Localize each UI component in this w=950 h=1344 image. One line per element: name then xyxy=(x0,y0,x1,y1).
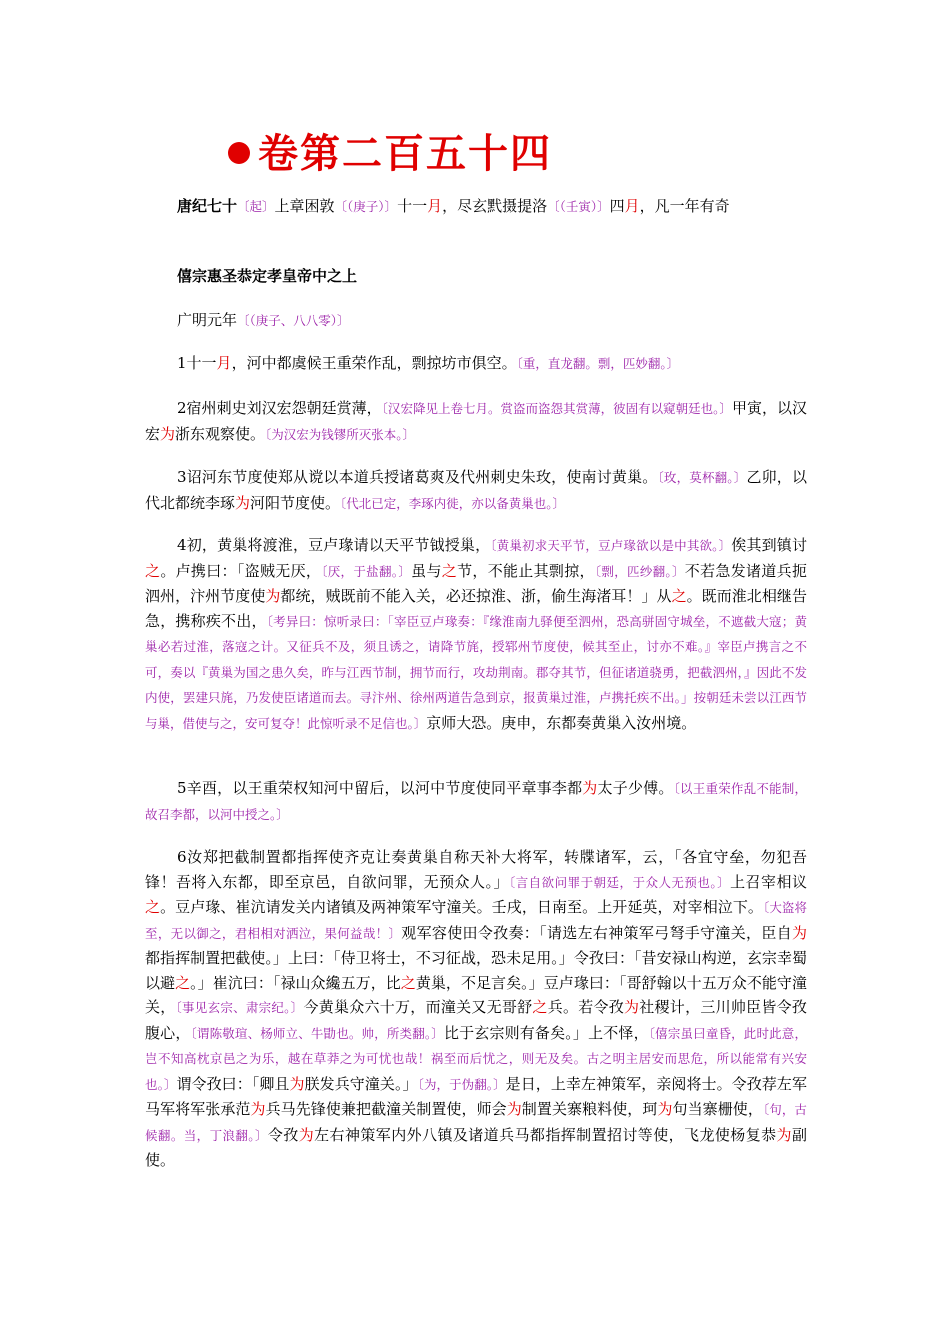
paragraph-2: 2宿州刺史刘汉宏怨朝廷赏薄，〔汉宏降见上卷七月。赏盗而盗怨其赏薄，彼固有以窥朝廷也。〕甲寅，以汉宏为浙东观察使。〔为汉宏为钱镠所灭张本。〕 xyxy=(145,399,807,443)
year-line: 广明元年〔（庚子、八八零）〕 xyxy=(177,311,350,329)
paragraph-6: 6汝郑把截制置都指挥使齐克让奏黄巢自称天补大将军，转牒诸军，云，「各宜守垒，勿犯吾锋！吾将入东都，即至京邑，自欲问罪，无预众人。」〔言自欲问罪于朝廷，于众人无预也。〕上召宰相议之。豆卢瑑、崔沆请发关内诸镇及两神策军守潼关。壬戌，日南至。上开延英，对宰相泣下。〔大盗将至，无以御之，君相相对洒泣，果何益哉！〕观军容使田令孜奏：「请选左右神策军弓弩手守潼关，臣自为都指挥制置把截使。」上曰：「侍卫将士，不习征战，恐未足用。」令孜曰：「昔安禄山构逆，玄宗幸蜀以避之。」崔沆曰：「禄山众纔五万，比之黄巢，不足言矣。」豆卢瑑曰：「哥舒翰以十五万众不能守潼关，〔事见玄宗、肃宗纪。〕今黄巢众六十万，而潼关又无哥舒之兵。若令孜为社稷计，三川帅臣皆令孜腹心，〔谓陈敬瑄、杨师立、牛勖也。帅，所类翻。〕比于玄宗则有备矣。」上不怿，〔僖宗虽曰童昏，此时此意，岂不知高枕京邑之为乐，越在草莽之为可忧也哉！祸至而后忧之，则无及矣。古之明主居安而思危，所以能常有兴安也。〕谓令孜曰：「卿且为朕发兵守潼关。」〔为，于伪翻。〕是日，上幸左神策军，亲阅将士。令孜荐左军马军将军张承范为兵马先锋使兼把截潼关制置使，师会为制置关寨粮料使，珂为句当寨栅使，〔句，古候翻。当，丁浪翻。〕令孜为左右神策军内外八镇及诸道兵马都指挥制置招讨等使，飞龙使杨复恭为副使。 xyxy=(145,848,807,1169)
paragraph-4: 4初，黄巢将渡淮，豆卢瑑请以天平节钺授巢，〔黄巢初求天平节，豆卢瑑欲以是中其欲。〕俟其到镇讨之。卢携曰：「盗贼无厌，〔厌，于盐翻。〕虽与之节，不能止其剽掠，〔剽，匹纱翻。〕不若急发诸道兵扼泗州，汴州节度使为都统，贼既前不能入关，必还掠淮、浙，偷生海渚耳！」从之。既而淮北相继告急，携称疾不出，〔考异曰：惊听录曰：「宰臣豆卢瑑奏：『缘淮南九驿便至泗州，恐高骈固守城垒，不遮截大寇；黄巢必若过淮，落寇之计。又征兵不及，须且诱之，请降节旄，授郓州节度使，候其至止，讨亦不难。』宰臣卢携言之不可，奏以『黄巢为国之患久矣，昨与江西节制，拥节而行，攻劫荆南。郡夺其节，但征诸道骁勇，把截泗州，』因此不发内使，罢建只旄，乃发使臣诸道而去。寻汴州、徐州两道告急到京，报黄巢过淮，卢携托疾不出。」按朝廷未尝以江西节与巢，借使与之，安可复夺！此惊听录不足信也。〕京师大恐。庚申，东都奏黄巢入汝州境。 xyxy=(145,536,807,732)
chapter-title: 卷第二百五十四 xyxy=(228,122,552,179)
paragraph-5: 5辛酉，以王重荣权知河中留后，以河中节度使同平章事李都为太子少傅。〔以王重荣作乱不能制，故召李都，以河中授之。〕 xyxy=(145,779,807,822)
emperor-heading: 僖宗惠圣恭定孝皇帝中之上 xyxy=(177,267,358,285)
paragraph-1: 1十一月，河中都虞候王重荣作乱，剽掠坊市俱空。〔重，直龙翻。剽，匹妙翻。〕 xyxy=(177,354,680,372)
header-paragraph: 唐纪七十〔起〕上章困敦〔（庚子）〕十一月，尽玄黓摄提洛〔（壬寅）〕四月，凡一年有奇 xyxy=(177,197,730,215)
bullet-dot xyxy=(228,142,250,164)
paragraph-3: 3诏河东节度使郑从谠以本道兵授诸葛爽及代州刺史朱玫，使南讨黄巢。〔玫，莫杯翻。〕乙卯，以代北都统李琢为河阳节度使。〔代北已定，李琢内徙，亦以备黄巢也。〕 xyxy=(145,468,807,512)
